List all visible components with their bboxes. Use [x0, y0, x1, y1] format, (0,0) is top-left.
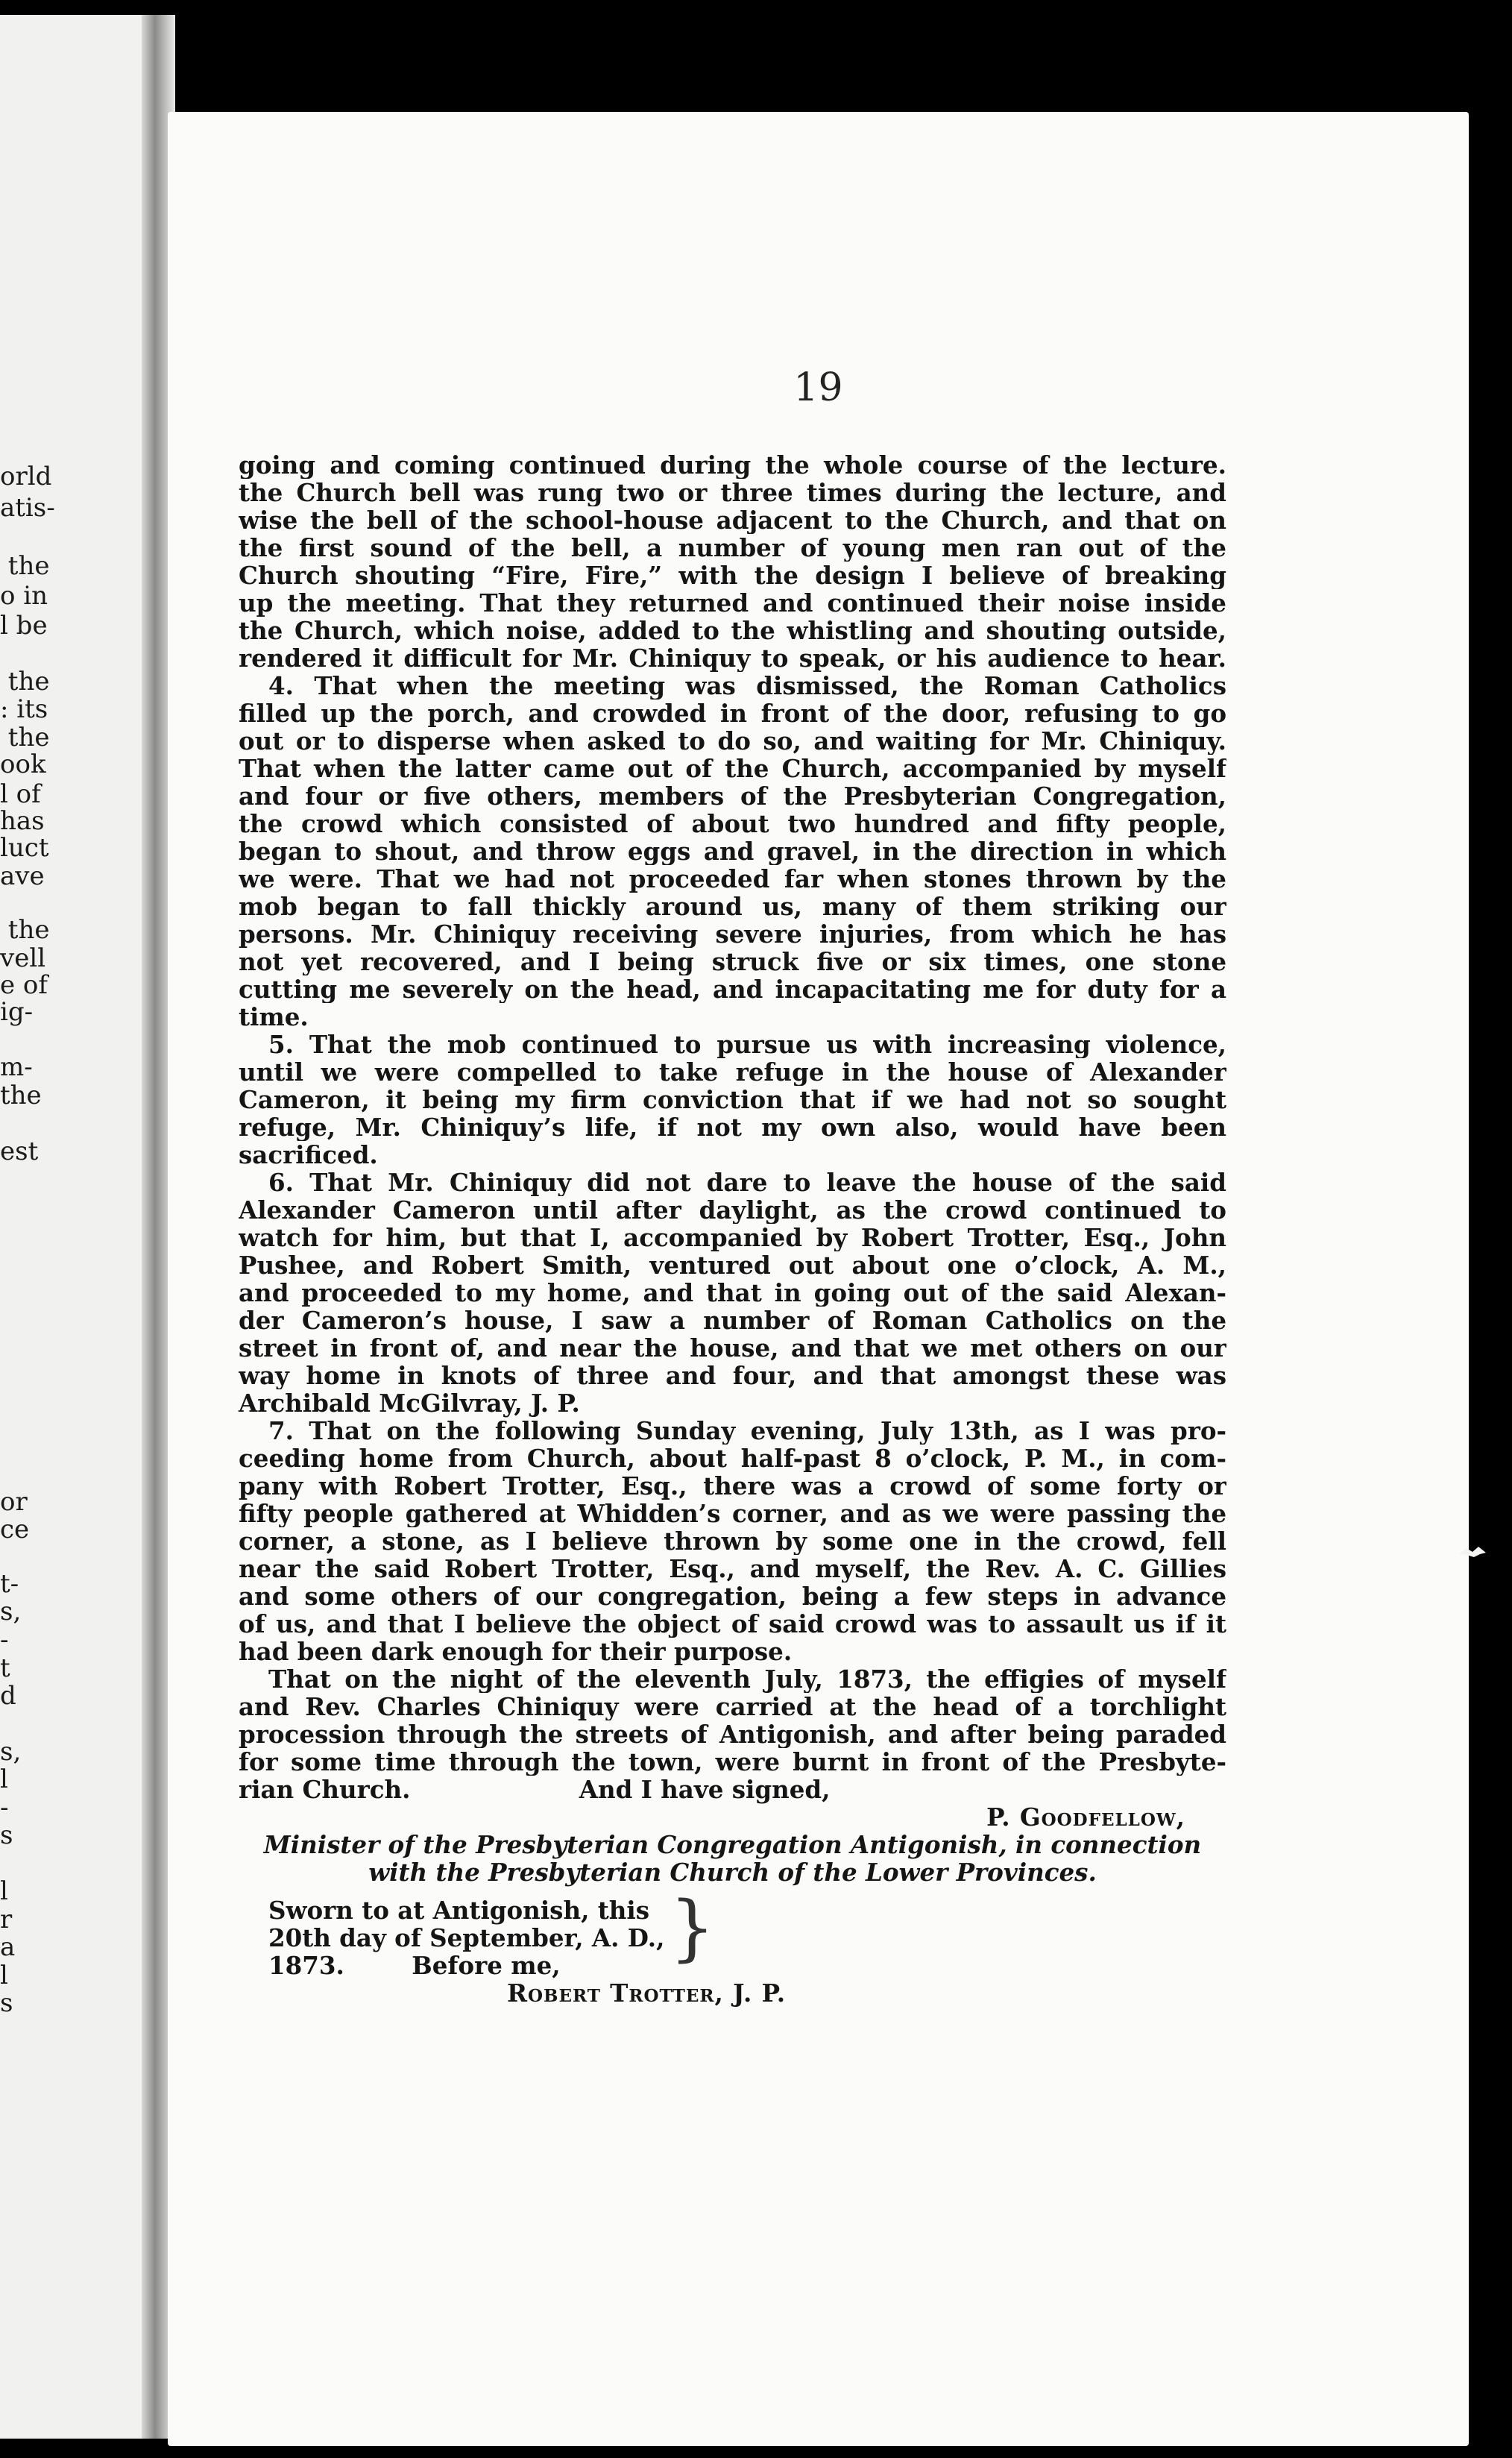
left-page-fragment: l [0, 1764, 8, 1794]
text-line: we were. That we had not proceeded far when stones thrown by the [239, 865, 1226, 893]
text-line: refuge, Mr. Chiniquy’s life, if not my own also, would have been [239, 1113, 1226, 1141]
signature-name: P. Goodfellow, [986, 1802, 1185, 1832]
page-body [239, 451, 1226, 2007]
left-page-fragment: l [0, 1876, 8, 1906]
left-page-fragment: o in [0, 581, 48, 611]
text-line: not yet recovered, and I being struck five or six times, one stone [239, 948, 1226, 975]
text-line: That on the night of the eleventh July, 1873, the effigies of myself [268, 1665, 1226, 1693]
left-page-fragment: ig- [0, 997, 34, 1027]
minister-caption-line-2: with the Presbyterian Church of the Lower Provinces. [368, 1858, 1097, 1887]
sworn-line-1: Sworn to at Antigonish, this [268, 1896, 650, 1925]
left-page-fragment: orld [0, 462, 52, 491]
sworn-brace: } [670, 1886, 716, 1970]
text-line: the crowd which consisted of about two hundred and fifty people, [239, 810, 1226, 837]
left-page-fragment: l of [0, 779, 41, 809]
left-page-fragment: ook [0, 749, 46, 779]
left-page-fragment: m- [0, 1052, 33, 1082]
left-page-fragment: the [0, 915, 50, 945]
text-line: Cameron, it being my firm conviction that if we had not so sought [239, 1086, 1226, 1113]
left-page-fragment: e of [0, 970, 48, 1000]
witness-signature: Robert Trotter, J. P. [507, 1978, 787, 2008]
text-line: rian Church. And I have signed, [239, 1775, 831, 1804]
text-line: way home in knots of three and four, and that amongst these was [239, 1362, 1226, 1389]
left-page-fragment: or [0, 1487, 28, 1517]
text-line: 7. That on the following Sunday evening, July 13th, as I was pro- [268, 1417, 1226, 1445]
text-line: cutting me severely on the head, and incapacitating me for duty for a [239, 975, 1226, 1003]
minister-caption-line-1: Minister of the Presbyterian Congregation Antigonish, in connection [263, 1830, 1202, 1859]
left-page-fragment: vell [0, 943, 46, 973]
left-page-fragment: luct [0, 833, 49, 863]
left-page-fragment: ave [0, 861, 45, 891]
ink-blot-mark [1458, 1544, 1487, 1560]
left-page-fragment: s [0, 1820, 13, 1850]
left-page-fragment: l [0, 1961, 8, 1990]
left-page-fragment: - [0, 1625, 9, 1655]
text-line: the Church bell was rung two or three times during the lecture, and [239, 479, 1226, 506]
left-page-fragment: has [0, 806, 45, 836]
left-page-fragment: s, [0, 1597, 22, 1626]
text-line: rendered it difficult for Mr. Chiniquy to speak, or his audience to hear. [239, 644, 1226, 672]
text-line: the first sound of the bell, a number of young men ran out of the [239, 534, 1226, 562]
left-page-fragment: s, [0, 1737, 22, 1767]
left-page-fragment: - [0, 1793, 9, 1823]
text-line: pany with Robert Trotter, Esq., there was a crowd of some forty or [239, 1472, 1226, 1500]
left-page-fragment: : its [0, 694, 48, 724]
text-line: began to shout, and throw eggs and gravel, in the direction in which [239, 837, 1226, 865]
text-line: and some others of our congregation, being a few steps in advance [239, 1582, 1226, 1610]
sworn-block [239, 1886, 1226, 2008]
text-line: mob began to fall thickly around us, many of them striking our [239, 893, 1226, 920]
text-line: procession through the streets of Antigonish, and after being paraded [239, 1720, 1226, 1748]
text-line: Pushee, and Robert Smith, ventured out about one o’clock, A. M., [239, 1251, 1226, 1279]
text-line: corner, a stone, as I believe thrown by some one in the crowd, fell [239, 1527, 1226, 1555]
text-line: 4. That when the meeting was dismissed, the Roman Catholics [268, 672, 1226, 700]
text-line: going and coming continued during the whole course of the lecture. [239, 451, 1226, 479]
text-line: sacrificed. [239, 1140, 378, 1169]
text-line: up the meeting. That they returned and continued their noise inside [239, 589, 1226, 617]
text-line: out or to disperse when asked to do so, and waiting for Mr. Chiniquy. [239, 727, 1226, 755]
left-page-fragment: t [0, 1653, 10, 1683]
text-line: Archibald McGilvray, J. P. [239, 1389, 580, 1418]
left-page-fragment: the [0, 667, 50, 697]
page-number: 19 [793, 365, 843, 410]
text-line: the Church, which noise, added to the whistling and shouting outside, [239, 617, 1226, 644]
text-line: for some time through the town, were burnt in front of the Presbyte- [239, 1748, 1226, 1776]
text-line: street in front of, and near the house, and that we met others on our [239, 1334, 1226, 1362]
text-line: and Rev. Charles Chiniquy were carried at the head of a torchlight [239, 1693, 1226, 1720]
left-page-fragment: r [0, 1905, 13, 1934]
left-page-fragment: ce [0, 1515, 30, 1544]
text-line: filled up the porch, and crowded in front of the door, refusing to go [239, 700, 1226, 727]
left-page-fragment: est [0, 1137, 39, 1166]
left-page-fragment: d [0, 1681, 16, 1711]
sworn-line-3: 1873. Before me, [268, 1951, 561, 1980]
text-line: 5. That the mob continued to pursue us with increasing violence, [268, 1031, 1226, 1058]
right-page [168, 112, 1469, 2446]
text-line: wise the bell of the school-house adjacent to the Church, and that on [239, 506, 1226, 534]
left-page-fragment: the [0, 1081, 42, 1110]
left-page-fragment: t- [0, 1569, 19, 1599]
left-page-fragment: s [0, 1988, 13, 2018]
text-line: near the said Robert Trotter, Esq., and myself, the Rev. A. C. Gillies [239, 1555, 1226, 1582]
text-line: time. [239, 1002, 309, 1031]
left-page-fragment: the [0, 551, 50, 581]
left-page-fragment: the [0, 723, 50, 752]
left-page-fragment: atis- [0, 493, 55, 523]
left-facing-page [0, 15, 164, 2439]
sworn-line-2: 20th day of September, A. D., [268, 1923, 665, 1952]
text-line: der Cameron’s house, I saw a number of Roman Catholics on the [239, 1307, 1226, 1334]
text-line: That when the latter came out of the Church, accompanied by myself [239, 755, 1226, 782]
left-page-fragment: l be [0, 611, 48, 641]
text-line: ceeding home from Church, about half-past 8 o’clock, P. M., in com- [239, 1445, 1226, 1472]
left-page-fragment: a [0, 1932, 16, 1962]
text-line: persons. Mr. Chiniquy receiving severe injuries, from which he has [239, 920, 1226, 948]
text-line: Alexander Cameron until after daylight, as the crowd continued to [239, 1196, 1226, 1224]
text-line: fifty people gathered at Whidden’s corner, and as we were passing the [239, 1500, 1226, 1527]
text-line: of us, and that I believe the object of said crowd was to assault us if it [239, 1610, 1226, 1638]
text-line: watch for him, but that I, accompanied by Robert Trotter, Esq., John [239, 1224, 1226, 1251]
text-line: Church shouting “Fire, Fire,” with the design I believe of breaking [239, 562, 1226, 589]
paragraph-lines [239, 451, 1226, 1803]
text-line: and proceeded to my home, and that in going out of the said Alexan- [239, 1279, 1226, 1307]
text-line: until we were compelled to take refuge in the house of Alexander [239, 1058, 1226, 1086]
text-line: and four or five others, members of the Presbyterian Congregation, [239, 782, 1226, 810]
text-line: had been dark enough for their purpose. [239, 1637, 793, 1666]
text-line: 6. That Mr. Chiniquy did not dare to leave the house of the said [268, 1169, 1226, 1196]
